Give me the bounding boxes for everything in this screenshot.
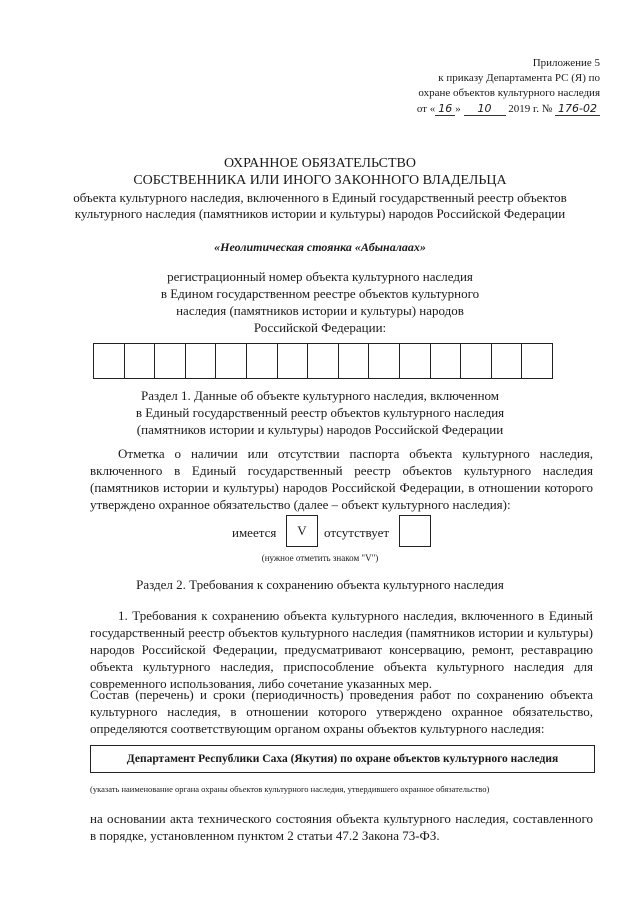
- appendix-line-2: к приказу Департамента РС (Я) по: [438, 72, 600, 84]
- section-1-heading: [40, 387, 600, 438]
- registration-cell: [492, 344, 523, 378]
- passport-hint: (нужное отметить знаком "V"): [261, 553, 379, 563]
- registration-cell: [400, 344, 431, 378]
- works-paragraph: Состав (перечень) и сроки (периодичность) проведения работ по сохранению объекта культурного наследия, в отношении которого утверждено охранное обязательство, определяются соответствующим органом охраны объектов культурного наследия:: [90, 687, 593, 736]
- department-box: Департамент Республики Саха (Якутия) по охране объектов культурного наследия: [90, 745, 595, 773]
- registration-number-boxes: [93, 343, 553, 379]
- appendix-date-line: [390, 101, 600, 117]
- date-mid: »: [455, 103, 461, 115]
- registration-cell: [247, 344, 278, 378]
- title-line-1: ОХРАННОЕ ОБЯЗАТЕЛЬСТВО: [224, 156, 416, 171]
- date-prefix: от «: [416, 103, 436, 115]
- registration-cell: [186, 344, 217, 378]
- registry-line-4: Российской Федерации:: [253, 320, 387, 335]
- requirements-paragraph: 1. Требования к сохранению объекта культурного наследия, включенного в Единый государственный реестр объектов культурного наследия (памятников истории и культуры) народов Российской Федерации, предусматривают консервацию, ремонт, реставрацию объекта культурного наследия, приспособление объекта культурного наследия для современного использования, либо сочетание указанных мер.: [90, 608, 593, 691]
- registration-cell: [308, 344, 339, 378]
- subtitle-line-1: объекта культурного наследия, включенного в Единый государственный реестр объектов: [73, 190, 567, 205]
- registration-cell: [339, 344, 370, 378]
- registration-cell: [431, 344, 462, 378]
- registration-cell: [369, 344, 400, 378]
- registry-line-3: наследия (памятников истории и культуры) народов: [176, 303, 464, 318]
- registration-cell: [522, 344, 552, 378]
- passport-has-label: имеется: [232, 525, 277, 540]
- passport-absent-checkbox[interactable]: [399, 515, 431, 547]
- registration-cell: [125, 344, 156, 378]
- appendix-line-1: Приложение 5: [532, 57, 600, 69]
- object-name: «Неолитическая стоянка «Абыналаах»: [214, 240, 426, 254]
- appendix-header: [390, 56, 600, 117]
- department-hint: (указать наименование органа охраны объектов культурного наследия, утвердившего охранное обязательство): [90, 784, 490, 794]
- registration-cell: [155, 344, 186, 378]
- date-year: 2019 г. №: [508, 103, 553, 115]
- section-1-line-1: Раздел 1. Данные об объекте культурного наследия, включенном: [140, 388, 500, 403]
- passport-paragraph: Отметка о наличии или отсутствии паспорта объекта культурного наследия, включенного в Единый государственный реестр объектов культурного наследия (памятников истории и культуры) народов Российской Федерации, в отношении которого утверждено охранное обязательство (далее – объект культурного наследия):: [90, 446, 593, 512]
- registry-label: [40, 268, 600, 336]
- appendix-line-3: охране объектов культурного наследия: [418, 87, 600, 99]
- registration-cell: [94, 344, 125, 378]
- registry-line-1: регистрационный номер объекта культурного наследия: [167, 269, 473, 284]
- order-number: 176-02: [555, 102, 600, 116]
- section-2-heading: Раздел 2. Требования к сохранению объекта культурного наследия: [136, 577, 504, 592]
- technical-act-paragraph: на основании акта технического состояния объекта культурного наследия, составленного в порядке, установленном пунктом 2 статьи 47.2 Закона 73-ФЗ.: [90, 811, 593, 843]
- section-1-line-2: в Единый государственный реестр объектов культурного наследия: [135, 405, 505, 420]
- date-day: 16: [435, 102, 455, 116]
- section-1-line-3: (памятников истории и культуры) народов Российской Федерации: [136, 422, 504, 437]
- registration-cell: [216, 344, 247, 378]
- subtitle-line-2: культурного наследия (памятников истории и культуры) народов Российской Федерации: [74, 206, 566, 221]
- registration-cell: [461, 344, 492, 378]
- passport-selector: [0, 515, 640, 549]
- passport-has-checkbox[interactable]: V: [286, 515, 318, 547]
- passport-absent-label: отсутствует: [324, 525, 390, 540]
- title-line-2: СОБСТВЕННИКА ИЛИ ИНОГО ЗАКОННОГО ВЛАДЕЛЬЦА: [133, 173, 507, 188]
- date-month: 10: [464, 102, 506, 116]
- registration-cell: [278, 344, 309, 378]
- registry-line-2: в Едином государственном реестре объектов культурного: [160, 286, 480, 301]
- title-subtitle: [40, 190, 600, 222]
